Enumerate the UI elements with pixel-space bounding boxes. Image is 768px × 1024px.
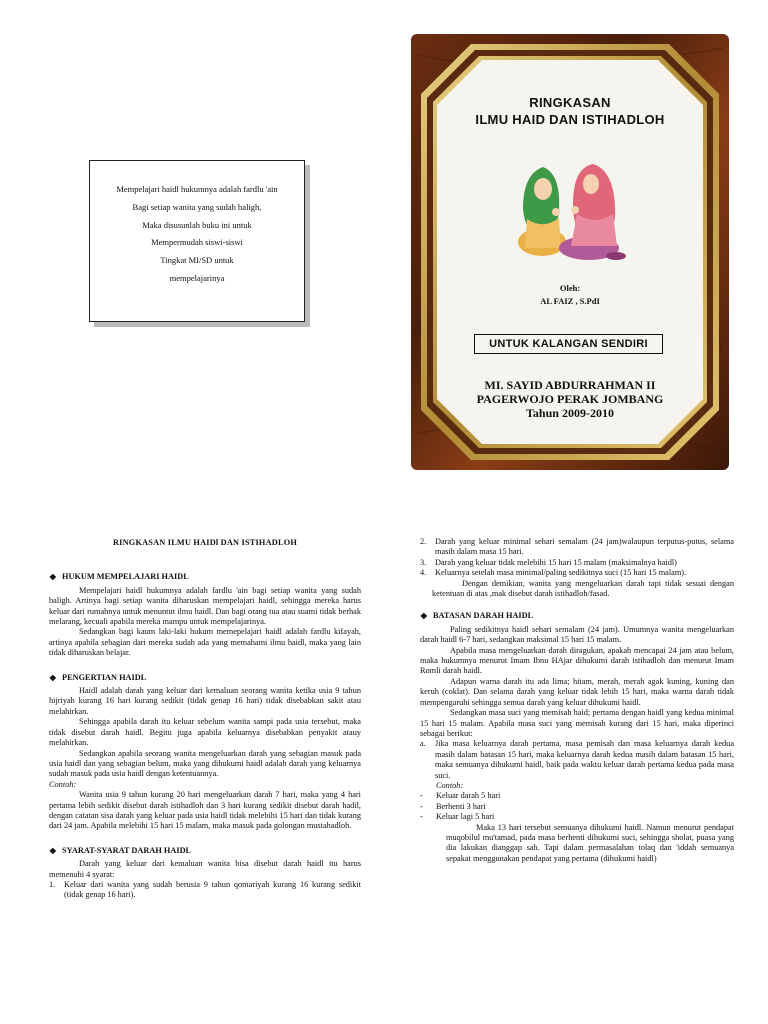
paragraph: Sedangkan masa suci yang memisah haid; pertama dengan haidl yang kedua minimal 15 hari 15 malam. Apabila masa suci yang memisah kurang dari 15 hari, maka diperinci sebagai berikut:: [420, 708, 734, 738]
section-heading-text: BATASAN DARAH HAIDL: [433, 611, 534, 621]
paragraph: Darah yang keluar dari kemaluan wanita bisa disebut darah haidl itu harus memenuhi 4 syarat:: [49, 859, 361, 879]
list-item-text: Keluarnya setelah masa minimal/paling sedikitnya suci (15 hari 15 malam).: [435, 568, 687, 578]
list-item: [420, 802, 734, 812]
alpha-list: [420, 739, 734, 781]
paragraph: Apabila masa mengeluarkan darah diragukan, apakah mencapai 24 jam atau belum, maka hukumnya menurut Imam Ibnu HAjar dihukumi darah istihadloh dan menurut Imam Romli darah haidl.: [420, 645, 734, 676]
cover-title: [411, 94, 729, 128]
syarat-list: [49, 880, 361, 901]
kalangan-label-box: UNTUK KALANGAN SENDIRI: [474, 334, 663, 354]
list-item: [420, 537, 734, 558]
list-number: 4.: [420, 568, 427, 578]
list-item: [420, 739, 734, 781]
paragraph: Sedangkan apabila seorang wanita mengeluarkan darah yang sebagian masuk pada usia haidl dan yang sebagian belum, maka yang dihukumi haidl adalah darah yang keluarnya sudah masuk pada usia haidl dengan ketentuannya.: [49, 748, 361, 779]
list-item-text: Keluar darah 5 hari: [436, 791, 501, 801]
list-item: [420, 812, 734, 822]
cover-content: [411, 34, 729, 470]
intro-line-3: Maka disusunlah buku ini untuk: [142, 219, 252, 230]
diamond-bullet-icon: ❖: [49, 845, 57, 856]
list-item: [420, 791, 734, 801]
section-heading-text: HUKUM MEMPELAJARI HAIDL: [62, 572, 189, 582]
cover-title-line-1: RINGKASAN: [529, 95, 611, 110]
list-item-text: Jika masa keluarnya darah pertama, masa pemisah dan masa keluarnya darah kedua masih dalam batasan 15 hari, maka keluarnya darah kedua masih dalam batasan 15 hari, maka semuanya dihukumi haidl, baik pada waktu keluar darah pertama kedua pada masa suci.: [435, 739, 734, 780]
dash-symbol: -: [420, 812, 423, 822]
paragraph: Sehingga apabila darah itu keluar sebelum wanita sampi pada usia tersebut, maka tidak disebut darah haidl. Begitu juga apabila keluarnya disebabkan penyakit atauy melahirkan.: [49, 717, 361, 748]
contoh-label: Contoh:: [49, 779, 77, 789]
section-heading-batasan: [420, 611, 734, 621]
list-item: [420, 558, 734, 568]
author-block: [411, 282, 729, 308]
paragraph: Mempelajari haidl hukumnya adalah fardlu 'ain bagi setiap wanita yang sudah baligh. Artinya bagi setiap wanita diharuskan mempelajari haidl, sehingga mereka harus keluar dari rumahnya untuk menuntut ilmu haidl. Dan bagi orang tua atau suami tidak berhak melarang, kecuali apabila mereka mampu untuk mempelajarinya.: [49, 585, 361, 627]
author-name: AL FAIZ , S.PdI: [540, 296, 600, 306]
dash-symbol: -: [420, 801, 423, 811]
section-heading-hukum: [49, 572, 361, 582]
left-column: [49, 538, 361, 901]
section-heading-text: SYARAT-SYARAT DARAH HAIDL: [62, 845, 192, 855]
document-title: RINGKASAN ILMU HAIDl DAN ISTIHADLOH: [112, 538, 298, 547]
paragraph: Haidl adalah darah yang keluar dari kemaluan seorang wanita ketika usia 9 tahun hijriyah kurang 16 hari kurang sedikit (tidak genap 16 hari) tidak disebabkan sakit atau melahirkan.: [49, 686, 361, 716]
intro-line-1: Mempelajari haidl hukumnya adalah fardlu 'ain: [116, 184, 278, 194]
cover-title-line-2: ILMU HAID DAN ISTIHADLOH: [475, 112, 665, 127]
list-item-text: Keluar dari wanita yang sudah berusia 9 tahun qomariyah kurang 16 kurang sedikit (tidak genap 16 hari).: [64, 879, 361, 900]
contoh-label: Contoh:: [436, 780, 464, 790]
intro-line-2: Bagi setiap wanita yang sudah baligh,: [132, 201, 262, 212]
list-item-text: Berhenti 3 hari: [436, 801, 486, 811]
list-item-text: Darah yang keluar tidak melebihi 15 hari 15 malam (maksimalnya haidl): [435, 557, 677, 567]
list-item-text: Keluar lagi 5 hari: [436, 812, 495, 822]
diamond-bullet-icon: ❖: [49, 672, 57, 683]
section-heading-text: PENGERTIAN HAIDL: [62, 672, 147, 682]
right-column: [420, 537, 734, 864]
section-heading-syarat: [49, 846, 361, 856]
paragraph: Dengan demikian, wanita yang mengeluarkan darah tapi tidak sesuai dengan ketentuan di atas ,mak disebut darah istihadloh/fasad.: [432, 578, 734, 599]
paragraph: Paling sedikitnya haidl sehari semalam (24 jam). Umumnya wanita mengeluarkan darah haidl 6-7 hari, sedangkan maksimal 15 hari 15 malam.: [420, 624, 734, 645]
diamond-bullet-icon: ❖: [49, 572, 57, 583]
list-number: 2.: [420, 537, 427, 546]
paragraph: Wanita usia 9 tahun kurang 20 hari mengeluarkan darah 7 hari, maka yang 4 hari pertama lebih sedikit disebut darah istihadloh dan 3 hari kurang sedikit disebut darah hadil, dengan catatan sisa darah yang keluar pada usia haidl tidak melebihi 15 hari dan tidak kurang dari 24 jam. Apabila melebihi 15 hari 15 malam, maka masuk pada golongan mustahadloh.: [49, 790, 361, 831]
diamond-bullet-icon: ❖: [420, 611, 428, 622]
paragraph: Adapun warna darah itu ada lima; hitam, merah, merah agak kuning, kuning dan keruh (coklat). Dan selama darah yang keluar tidak lebih 15 hari, maka warna darah tidak mempengaruhi sehingga semua darah yang keluar dihukumi haidl.: [420, 676, 734, 707]
school-block: [411, 378, 729, 420]
intro-line-4: Mempermudah siswi-siswi: [151, 237, 243, 248]
list-item: [420, 568, 734, 578]
paragraph: Maka 13 hari tersebut semuanya dihukumi haidl. Namun menurut pendapat muqobilul mu'tamad, pada masa berhenti dihukumi suci, sehingga sholat, puasa yang dia lakukan dianggap sah. Tapi dalam permasalahan tolaq dan 'iddah semuanya sepakat menggunakan pendapat yang pertama (dihukumi haidl): [446, 822, 734, 863]
school-line-1: MI. SAYID ABDURRAHMAN II: [484, 378, 656, 392]
example-dash-list: [420, 791, 734, 822]
cover-year: Tahun 2009-2010: [526, 406, 614, 420]
book-cover: [411, 34, 729, 470]
list-item: [49, 880, 361, 901]
intro-line-5: Tingkat MI/SD untuk: [160, 255, 234, 266]
syarat-list-continued: [420, 537, 734, 579]
list-item-text: Darah yang keluar minimal sehari semalam (24 jam)walaupun terputus-putus, selama masih dalam masa 15 hari.: [435, 537, 734, 557]
oleh-label: Oleh:: [559, 283, 581, 293]
paragraph: Sedangkan bagi kaum laki-laki hukum memepelajari haidl adalah fardlu kifayah, artinya apabila sebagian dari mereka sudah ada yang memahami ilmu haidl, maka yang lain tidak diharuskan belajar.: [49, 627, 361, 658]
school-line-2: PAGERWOJO PERAK JOMBANG: [476, 392, 664, 406]
dash-symbol: -: [420, 791, 423, 801]
section-heading-pengertian: [49, 673, 361, 683]
list-letter: a.: [420, 739, 426, 749]
intro-line-6: mempelajarinya: [169, 272, 225, 283]
list-number: 3.: [420, 557, 427, 567]
list-number: 1.: [49, 879, 56, 889]
intro-quote-box: [89, 160, 305, 322]
